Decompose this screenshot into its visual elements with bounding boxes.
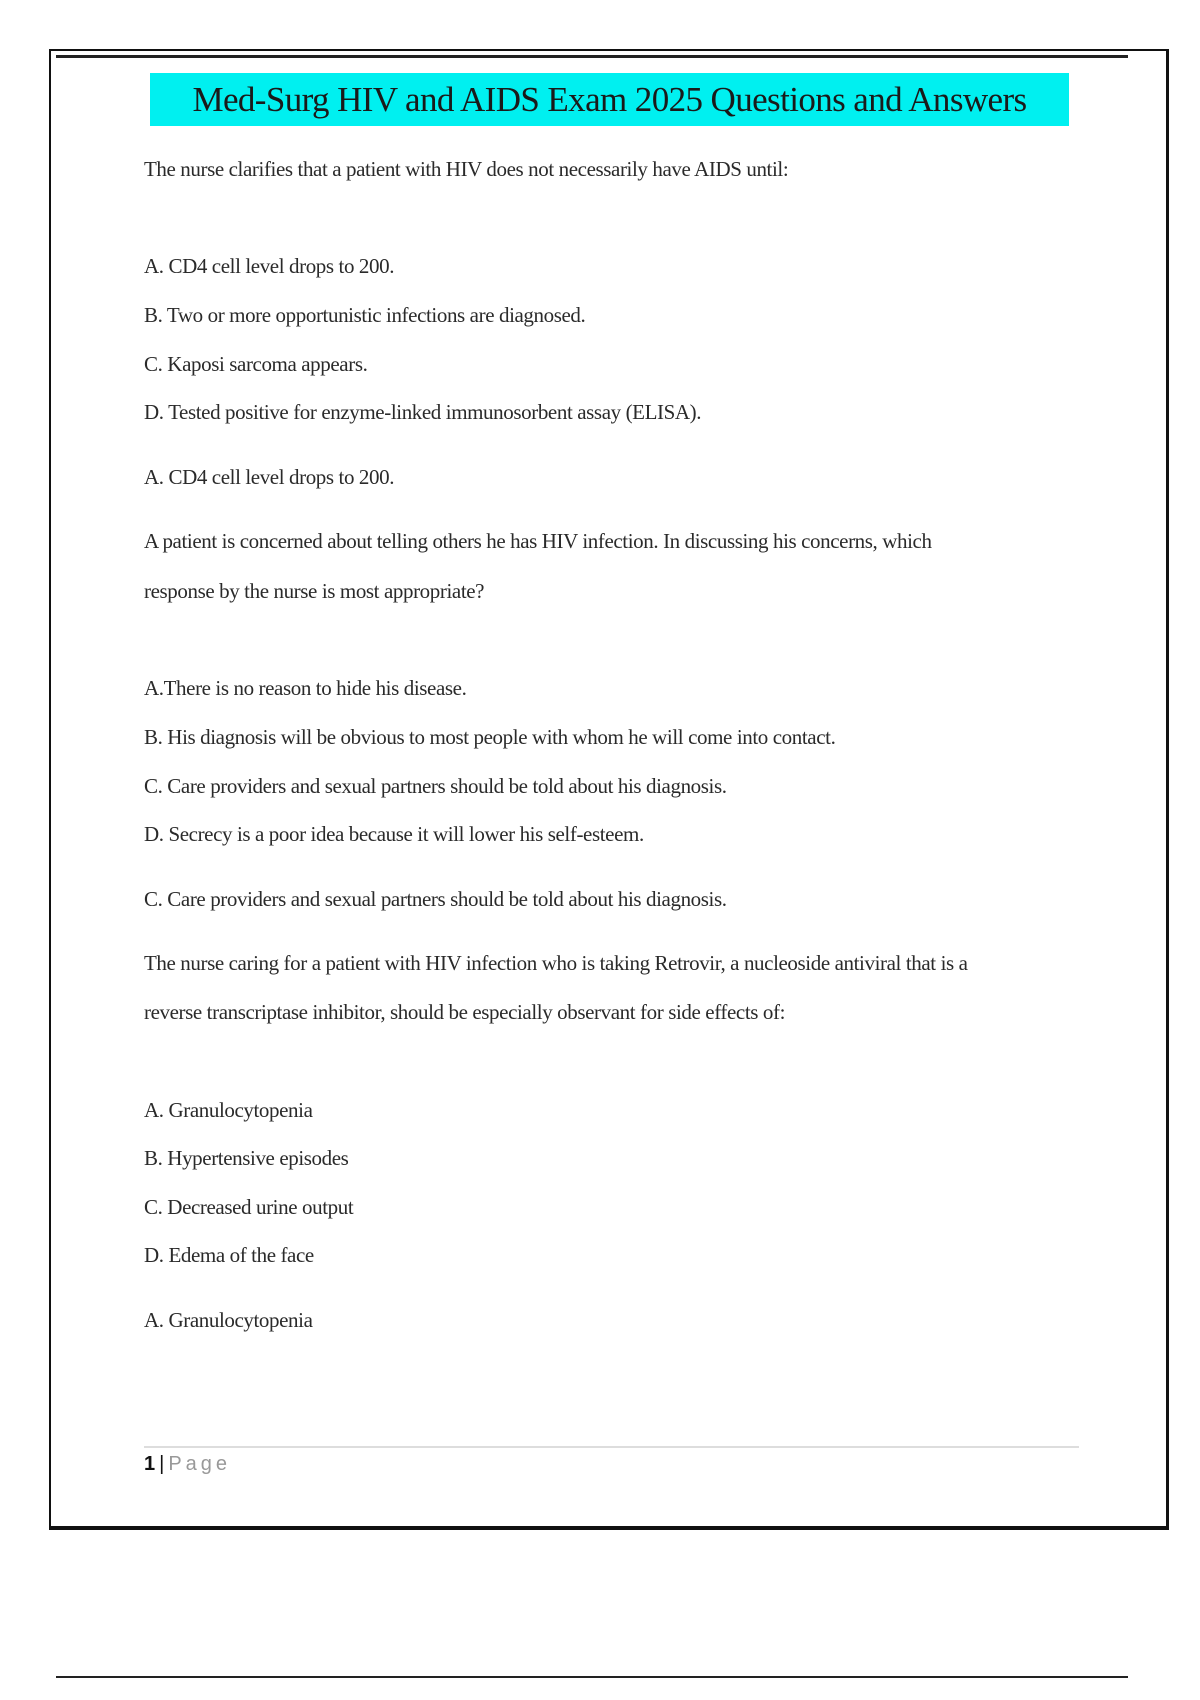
page-separator: | xyxy=(159,1453,165,1475)
question-3-option-d: D. Edema of the face xyxy=(144,1243,314,1267)
next-page-header-rule xyxy=(56,1676,1128,1678)
question-3-text-line-2: reverse transcriptase inhibitor, should be especially observant for side effects of: xyxy=(144,1000,786,1024)
question-3-answer: A. Granulocytopenia xyxy=(144,1308,313,1332)
question-2-option-a: A.There is no reason to hide his disease. xyxy=(144,676,467,700)
question-3-option-a: A. Granulocytopenia xyxy=(144,1098,313,1122)
page-number-footer xyxy=(144,1453,231,1476)
page-label: Page xyxy=(168,1453,232,1475)
question-1-answer: A. CD4 cell level drops to 200. xyxy=(144,465,395,489)
question-1-text: The nurse clarifies that a patient with HIV does not necessarily have AIDS until: xyxy=(144,157,789,181)
document-title: Med-Surg HIV and AIDS Exam 2025 Questions and Answers xyxy=(150,73,1069,126)
question-2-option-c: C. Care providers and sexual partners should be told about his diagnosis. xyxy=(144,774,727,798)
footer-rule xyxy=(144,1446,1079,1448)
question-3-option-b: B. Hypertensive episodes xyxy=(144,1146,349,1170)
header-rule xyxy=(56,55,1128,58)
question-2-text-line-2: response by the nurse is most appropriate? xyxy=(144,579,485,603)
question-2-text-line-1: A patient is concerned about telling others he has HIV infection. In discussing his concerns, which xyxy=(144,529,932,553)
question-2-option-d: D. Secrecy is a poor idea because it will lower his self-esteem. xyxy=(144,822,644,846)
question-2-answer: C. Care providers and sexual partners should be told about his diagnosis. xyxy=(144,887,727,911)
question-1-option-b: B. Two or more opportunistic infections are diagnosed. xyxy=(144,303,586,327)
question-1-option-a: A. CD4 cell level drops to 200. xyxy=(144,254,395,278)
page-number: 1 xyxy=(144,1453,156,1475)
question-3-option-c: C. Decreased urine output xyxy=(144,1195,354,1219)
question-3-text-line-1: The nurse caring for a patient with HIV infection who is taking Retrovir, a nucleoside antiviral that is a xyxy=(144,951,968,975)
question-2-option-b: B. His diagnosis will be obvious to most people with whom he will come into contact. xyxy=(144,725,836,749)
question-1-option-d: D. Tested positive for enzyme-linked immunosorbent assay (ELISA). xyxy=(144,400,702,424)
question-1-option-c: C. Kaposi sarcoma appears. xyxy=(144,352,368,376)
